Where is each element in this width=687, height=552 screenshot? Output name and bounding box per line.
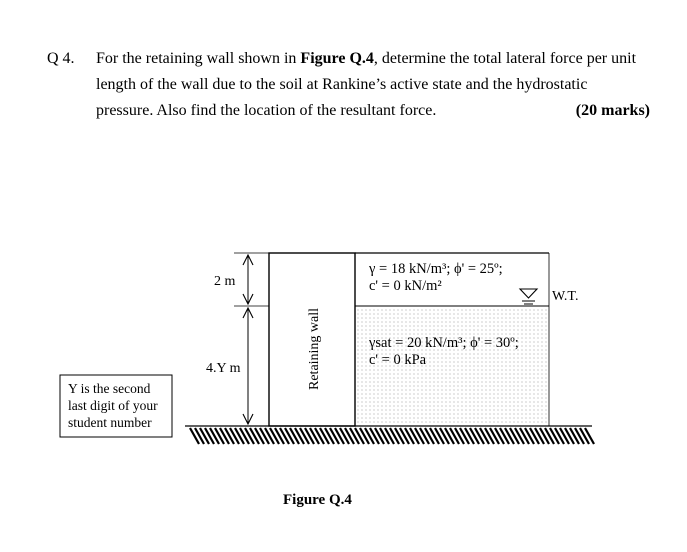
upper-soil-props-2: c' = 0 kN/m² <box>369 278 442 294</box>
question-line-1-pre: For the retaining wall shown in <box>96 50 301 67</box>
hatch-stroke <box>345 428 354 444</box>
hatch-stroke <box>285 428 294 444</box>
hatch-stroke <box>205 428 214 444</box>
lower-soil-props-1: γsat = 20 kN/m³; ϕ' = 30º; <box>369 335 519 351</box>
hatch-stroke <box>220 428 229 444</box>
hatch-stroke <box>545 428 554 444</box>
hatch-stroke <box>215 428 224 444</box>
water-table-label: W.T. <box>552 289 579 304</box>
hatch-stroke <box>375 428 384 444</box>
upper-soil-props-1: γ = 18 kN/m³; ϕ' = 25º; <box>369 261 503 277</box>
ground-hatch <box>190 428 594 444</box>
hatch-stroke <box>535 428 544 444</box>
hatch-stroke <box>530 428 539 444</box>
hatch-stroke <box>360 428 369 444</box>
hatch-stroke <box>540 428 549 444</box>
hatch-stroke <box>475 428 484 444</box>
hatch-stroke <box>200 428 209 444</box>
hatch-stroke <box>500 428 509 444</box>
hatch-stroke <box>580 428 589 444</box>
hatch-stroke <box>260 428 269 444</box>
hatch-stroke <box>225 428 234 444</box>
hatch-stroke <box>550 428 559 444</box>
hatch-stroke <box>470 428 479 444</box>
note-line-1: Y is the second <box>68 381 151 396</box>
hatch-stroke <box>440 428 449 444</box>
hatch-stroke <box>350 428 359 444</box>
marks-label: (20 marks) <box>575 102 650 119</box>
hatch-stroke <box>455 428 464 444</box>
hatch-stroke <box>525 428 534 444</box>
hatch-stroke <box>410 428 419 444</box>
hatch-stroke <box>555 428 564 444</box>
hatch-stroke <box>370 428 379 444</box>
hatch-stroke <box>250 428 259 444</box>
hatch-stroke <box>255 428 264 444</box>
hatch-stroke <box>515 428 524 444</box>
question-line-1-post: , determine the total lateral force per unit <box>373 50 637 67</box>
dim-top-label: 2 m <box>214 274 236 289</box>
hatch-stroke <box>195 428 204 444</box>
hatch-stroke <box>495 428 504 444</box>
wall-label: Retaining wall <box>307 307 322 390</box>
hatch-stroke <box>430 428 439 444</box>
hatch-stroke <box>275 428 284 444</box>
hatch-stroke <box>230 428 239 444</box>
hatch-stroke <box>270 428 279 444</box>
hatch-stroke <box>335 428 344 444</box>
dim-bottom-label: 4.Y m <box>206 361 241 376</box>
hatch-stroke <box>295 428 304 444</box>
hatch-stroke <box>305 428 314 444</box>
hatch-stroke <box>390 428 399 444</box>
hatch-stroke <box>415 428 424 444</box>
hatch-stroke <box>565 428 574 444</box>
hatch-stroke <box>570 428 579 444</box>
hatch-stroke <box>235 428 244 444</box>
hatch-stroke <box>380 428 389 444</box>
hatch-stroke <box>355 428 364 444</box>
hatch-stroke <box>485 428 494 444</box>
note-line-3: student number <box>68 415 152 430</box>
hatch-stroke <box>480 428 489 444</box>
hatch-stroke <box>310 428 319 444</box>
hatch-stroke <box>460 428 469 444</box>
hatch-stroke <box>365 428 374 444</box>
hatch-stroke <box>395 428 404 444</box>
figure-reference: Figure Q.4 <box>300 50 374 67</box>
hatch-stroke <box>405 428 414 444</box>
lower-soil-props-2: c' = 0 kPa <box>369 352 427 368</box>
hatch-stroke <box>210 428 219 444</box>
hatch-stroke <box>435 428 444 444</box>
hatch-stroke <box>280 428 289 444</box>
hatch-stroke <box>325 428 334 444</box>
hatch-stroke <box>425 428 434 444</box>
note-line-2: last digit of your <box>68 398 158 413</box>
question-number: Q 4. <box>47 50 75 67</box>
hatch-stroke <box>315 428 324 444</box>
hatch-stroke <box>290 428 299 444</box>
hatch-stroke <box>520 428 529 444</box>
hatch-stroke <box>245 428 254 444</box>
hatch-stroke <box>320 428 329 444</box>
question-line-2: length of the wall due to the soil at Rankine’s active state and the hydrostatic <box>96 76 588 93</box>
hatch-stroke <box>190 428 199 444</box>
hatch-stroke <box>490 428 499 444</box>
hatch-stroke <box>575 428 584 444</box>
hatch-stroke <box>445 428 454 444</box>
hatch-stroke <box>450 428 459 444</box>
hatch-stroke <box>265 428 274 444</box>
hatch-stroke <box>400 428 409 444</box>
hatch-stroke <box>585 428 594 444</box>
hatch-stroke <box>420 428 429 444</box>
hatch-stroke <box>340 428 349 444</box>
hatch-stroke <box>510 428 519 444</box>
hatch-stroke <box>330 428 339 444</box>
water-table-icon <box>520 289 537 304</box>
hatch-stroke <box>385 428 394 444</box>
hatch-stroke <box>240 428 249 444</box>
hatch-stroke <box>505 428 514 444</box>
question-line-3: pressure. Also find the location of the resultant force. <box>96 102 437 119</box>
hatch-stroke <box>560 428 569 444</box>
figure-caption: Figure Q.4 <box>283 492 352 508</box>
hatch-stroke <box>300 428 309 444</box>
hatch-stroke <box>465 428 474 444</box>
